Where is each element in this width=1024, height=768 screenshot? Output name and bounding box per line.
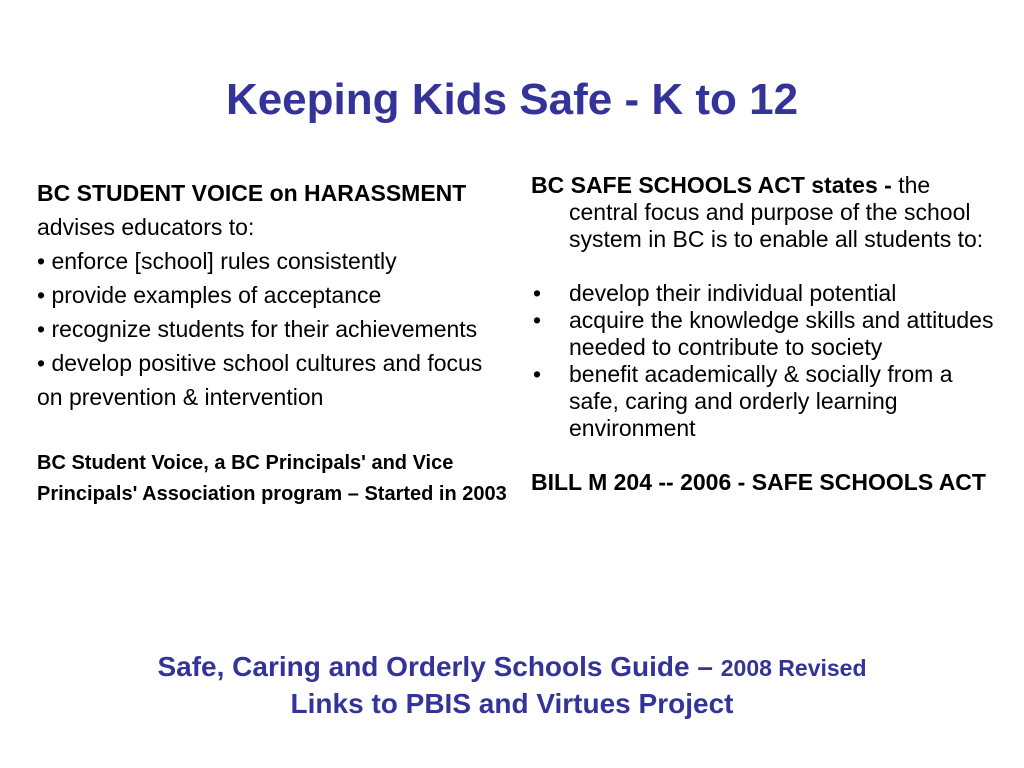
guide-title xyxy=(0,649,1024,686)
student-voice-citation: BC Student Voice, a BC Principals' and Vice Principals' Association program – Started in 2003 xyxy=(37,452,507,505)
safe-schools-act-heading: BC SAFE SCHOOLS ACT states - xyxy=(531,172,892,198)
safe-schools-act-intro xyxy=(531,172,1001,253)
list-item xyxy=(531,361,1001,442)
slide-title: Keeping Kids Safe - K to 12 xyxy=(225,75,799,124)
left-bullet-2: • provide examples of acceptance xyxy=(37,282,382,308)
safe-schools-act-description: the central focus and purpose of the school system in BC is to enable all students to: xyxy=(569,172,984,252)
act-goal-text: acquire the knowledge skills and attitudes needed to contribute to society xyxy=(569,307,994,360)
bullet-icon: • xyxy=(533,280,542,306)
act-goals-list xyxy=(531,280,1001,442)
left-bullet-4: • develop positive school cultures and focus on prevention & intervention xyxy=(37,350,483,410)
left-bullet-1: • enforce [school] rules consistently xyxy=(37,248,397,274)
act-goal-text: benefit academically & socially from a safe, caring and orderly learning environment xyxy=(569,361,953,441)
bullet-icon: • xyxy=(533,307,542,333)
left-column xyxy=(37,176,507,510)
list-item xyxy=(531,280,1001,307)
guide-revision: 2008 Revised xyxy=(720,655,867,681)
act-goal-text: develop their individual potential xyxy=(569,280,897,306)
guide-links: Links to PBIS and Virtues Project xyxy=(290,688,734,719)
guide-title-main: Safe, Caring and Orderly Schools Guide – xyxy=(157,651,721,682)
left-bullet-3: • recognize students for their achievements xyxy=(37,316,478,342)
student-voice-heading-rest: advises educators to: xyxy=(37,214,255,240)
footer-guide xyxy=(0,649,1024,722)
student-voice-intro xyxy=(37,176,507,244)
bill-reference: BILL M 204 -- 2006 - SAFE SCHOOLS ACT xyxy=(531,469,986,495)
right-column xyxy=(531,172,1001,496)
bullet-icon: • xyxy=(533,361,542,387)
list-item xyxy=(531,307,1001,361)
student-voice-heading: BC STUDENT VOICE on HARASSMENT xyxy=(37,180,467,206)
